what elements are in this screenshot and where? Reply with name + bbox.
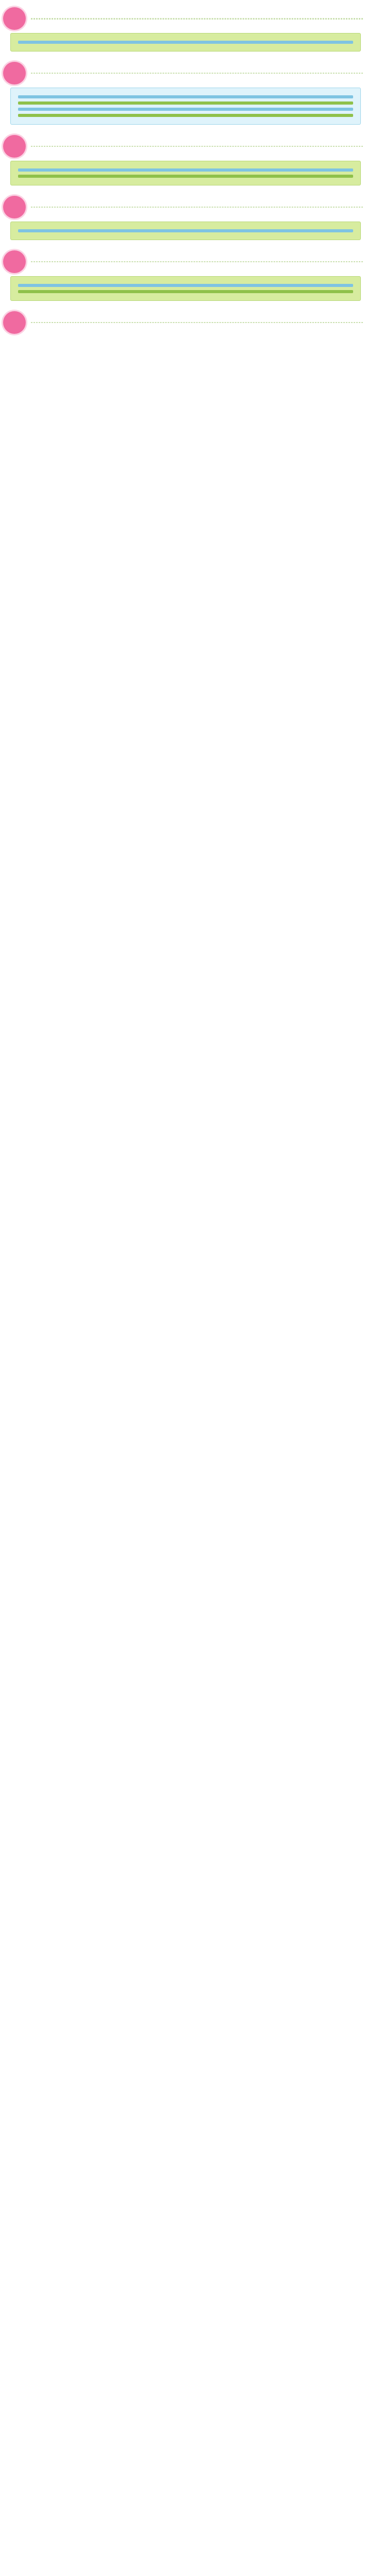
section bbox=[3, 193, 363, 240]
section-intro bbox=[31, 322, 363, 323]
section-band bbox=[18, 229, 353, 232]
section-badge bbox=[3, 7, 26, 30]
section-badge bbox=[3, 311, 26, 334]
section-badge bbox=[3, 250, 26, 273]
intro-line bbox=[31, 146, 363, 147]
section-band bbox=[18, 41, 353, 44]
page bbox=[0, 0, 366, 365]
section-header bbox=[3, 193, 363, 222]
intro-line bbox=[31, 207, 363, 208]
section-band bbox=[18, 101, 353, 105]
section bbox=[3, 4, 363, 52]
section-intro bbox=[31, 207, 363, 208]
section-intro bbox=[31, 18, 363, 20]
section-header bbox=[3, 4, 363, 33]
section-header bbox=[3, 132, 363, 161]
section-header bbox=[3, 308, 363, 337]
content-panel bbox=[10, 88, 361, 125]
section bbox=[3, 132, 363, 185]
section-band bbox=[18, 175, 353, 178]
section-band bbox=[18, 95, 353, 98]
section-band bbox=[18, 284, 353, 287]
section-intro bbox=[31, 73, 363, 74]
section bbox=[3, 59, 363, 125]
section-header bbox=[3, 247, 363, 276]
section-badge bbox=[3, 196, 26, 218]
content-panel bbox=[10, 33, 361, 52]
section-band bbox=[18, 168, 353, 172]
section-intro bbox=[31, 146, 363, 147]
intro-line bbox=[31, 73, 363, 74]
section-band bbox=[18, 114, 353, 117]
section bbox=[3, 308, 363, 337]
section-header bbox=[3, 59, 363, 88]
content-panel bbox=[10, 161, 361, 185]
content-panel bbox=[10, 222, 361, 240]
section bbox=[3, 247, 363, 301]
section-intro bbox=[31, 261, 363, 262]
section-band bbox=[18, 290, 353, 293]
section-badge bbox=[3, 62, 26, 84]
section-band bbox=[18, 108, 353, 111]
content-panel bbox=[10, 276, 361, 301]
intro-line bbox=[31, 19, 363, 20]
section-badge bbox=[3, 135, 26, 158]
